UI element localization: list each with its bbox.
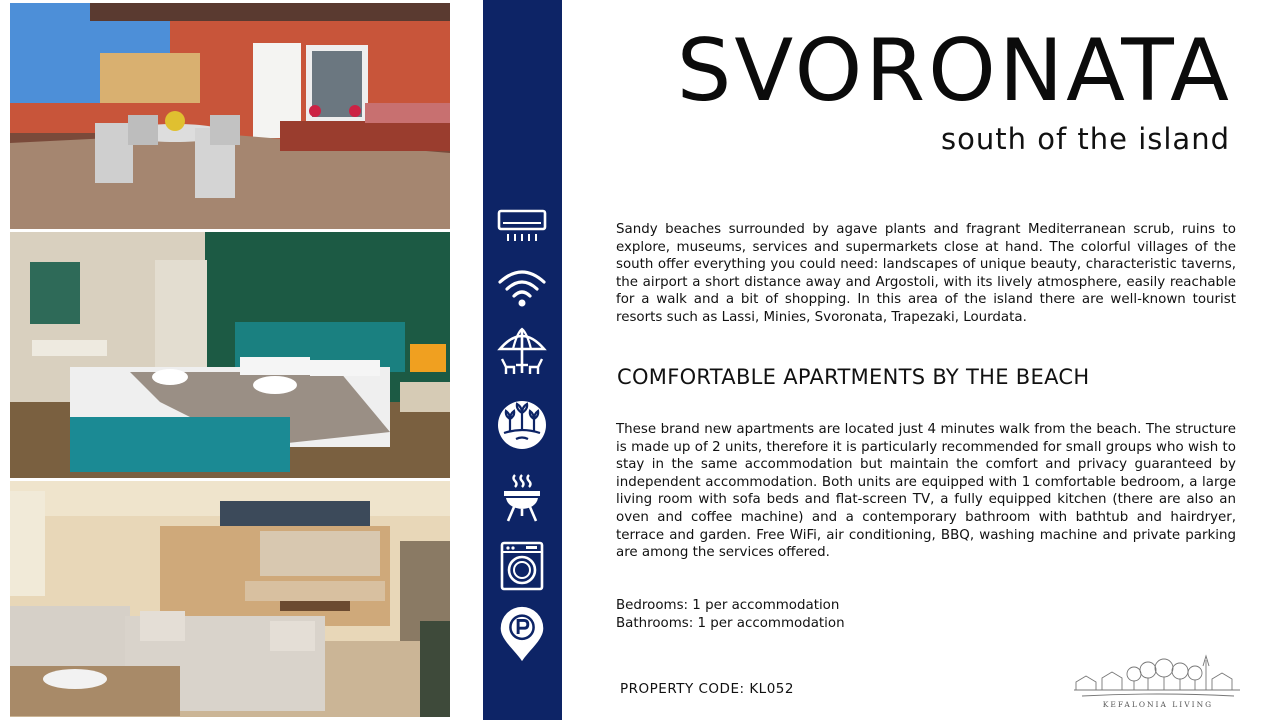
intro-paragraph: Sandy beaches surrounded by agave plants and fragrant Mediterranean scrub, ruins to explore, museums, services and supermarkets close at hand. The colorful villages of the south offer everything you could need: landscapes of unique beauty, characteristic taverns, the airport a short distance away and Argostoli, with its lively atmosphere, easily reachable for a walk and a bit of shopping. In this area of the island there are well-known tourist resorts such as Lassi, Minies, Svoronata, Trapezaki, Lourdata.	[616, 222, 1236, 325]
wifi-icon	[496, 262, 548, 314]
washing-machine-icon	[496, 540, 548, 592]
bedrooms-fact: Bedrooms: 1 per accommodation	[616, 598, 840, 613]
beach-umbrella-icon	[496, 325, 548, 377]
parking-icon	[496, 608, 548, 660]
logo-text: KEFALONIA LIVING	[1102, 700, 1214, 709]
description-paragraph: These brand new apartments are located just 4 minutes walk from the beach. The structure is made up of 2 units, therefore it is particularly recommended for small groups who wish to stay in the same accommodation but maintain the comfort and privacy guaranteed by independent accommodation. Both units are equipped with 1 comfortable bedroom, a large living room with sofa beds and flat-screen TV, a fully equipped kitchen (there are also an oven and coffee machine) and a contemporary bathroom with bathtub and hairdryer, terrace and garden. Free WiFi, air conditioning, BBQ, washing machine and private parking are among the services offered.	[616, 422, 1236, 561]
property-code: PROPERTY CODE: KL052	[620, 681, 794, 697]
section-heading: COMFORTABLE APARTMENTS BY THE BEACH	[617, 365, 1090, 389]
garden-icon	[496, 399, 548, 451]
air-conditioner-icon	[496, 201, 548, 253]
terrace-photo	[10, 3, 450, 229]
property-facts	[616, 597, 845, 632]
living-room-photo	[10, 481, 450, 717]
bbq-icon	[496, 472, 548, 524]
amenities-band	[483, 0, 562, 720]
bedroom-photo	[10, 232, 450, 478]
kefalonia-living-logo	[1072, 652, 1244, 718]
bathrooms-fact: Bathrooms: 1 per accommodation	[616, 615, 845, 631]
page-subtitle: south of the island	[941, 122, 1230, 156]
page-title: SVORONATA	[676, 21, 1232, 121]
